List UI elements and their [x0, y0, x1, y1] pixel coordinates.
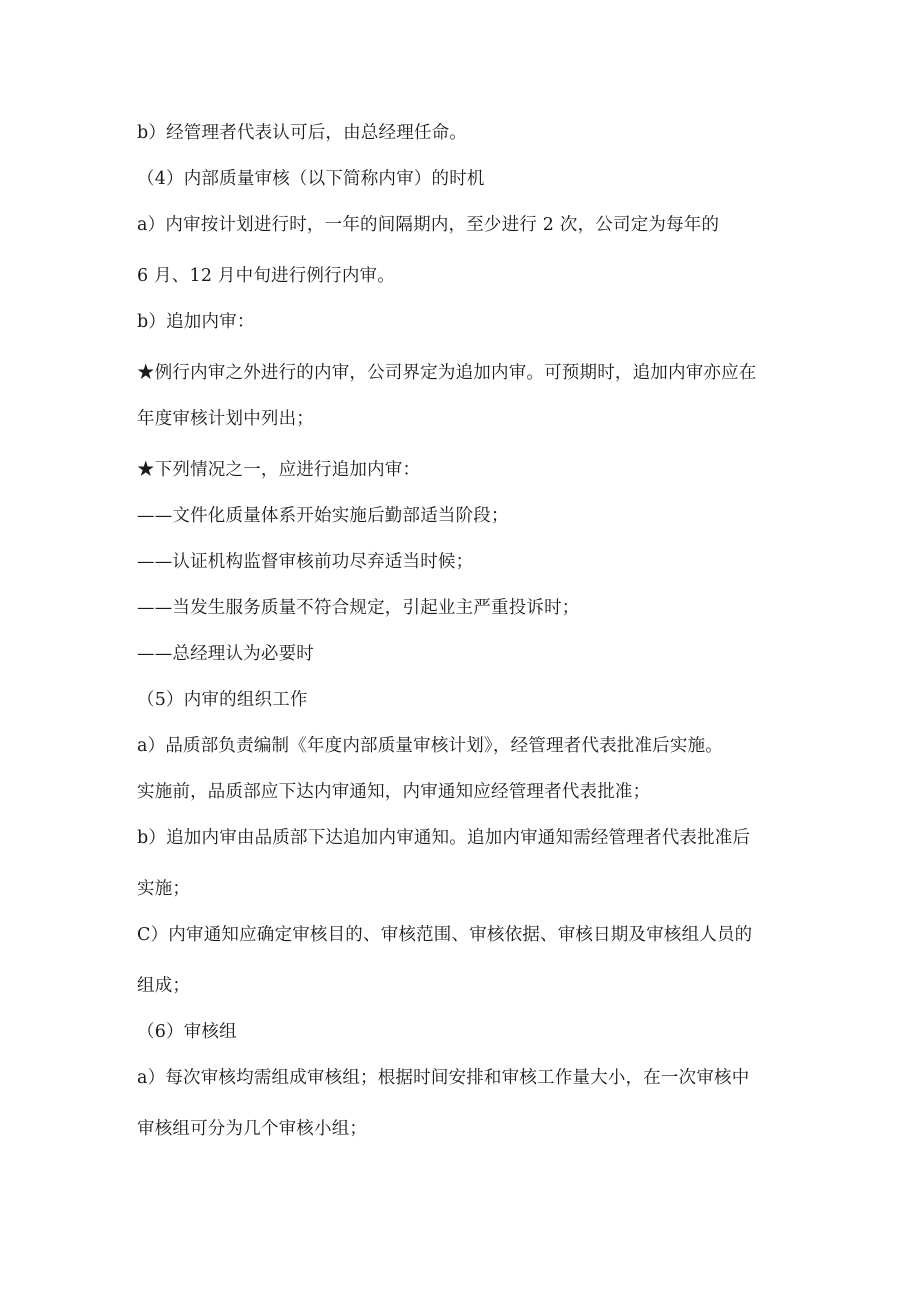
- text-line: a）内审按计划进行时，一年的间隔期内，至少进行 2 次，公司定为每年的: [137, 215, 720, 235]
- section-heading: （5）内审的组织工作: [137, 690, 308, 710]
- text-line: b）经管理者代表认可后，由总经理任命。: [137, 123, 468, 143]
- text-line: a）品质部负责编制《年度内部质量审核计划》，经管理者代表批准后实施。: [137, 736, 723, 756]
- list-item: ——总经理认为必要时: [137, 644, 314, 664]
- list-item: ——认证机构监督审核前功尽弃适当时候；: [137, 552, 474, 572]
- text-line: 审核组可分为几个审核小组；: [137, 1119, 368, 1139]
- section-heading: （4）内部质量审核（以下简称内审）的时机: [137, 169, 485, 189]
- list-item: ——文件化质量体系开始实施后勤部适当阶段；: [137, 506, 509, 526]
- text-line: C）内审通知应确定审核目的、审核范围、审核依据、审核日期及审核组人员的: [137, 925, 753, 945]
- text-line: 实施前，品质部应下达内审通知，内审通知应经管理者代表批准；: [137, 782, 651, 802]
- text-line: 6 月、12 月中旬进行例行内审。: [137, 266, 395, 286]
- text-line: ★例行内审之外进行的内审，公司界定为追加内审。可预期时，追加内审亦应在: [137, 363, 757, 383]
- text-line: 实施；: [137, 879, 191, 899]
- text-line: a）每次审核均需组成审核组；根据时间安排和审核工作量大小，在一次审核中: [137, 1068, 750, 1088]
- document-body: [137, 114, 797, 1156]
- section-heading: （6）审核组: [137, 1022, 237, 1042]
- text-line: 年度审核计划中列出；: [137, 409, 314, 429]
- list-item: ——当发生服务质量不符合规定，引起业主严重投诉时；: [137, 598, 580, 618]
- text-line: ★下列情况之一，应进行追加内审：: [137, 460, 421, 480]
- text-line: 组成；: [137, 976, 191, 996]
- text-line: b）追加内审由品质部下达追加内审通知。追加内审通知需经管理者代表批准后: [137, 828, 751, 848]
- text-line: b）追加内审：: [137, 312, 255, 332]
